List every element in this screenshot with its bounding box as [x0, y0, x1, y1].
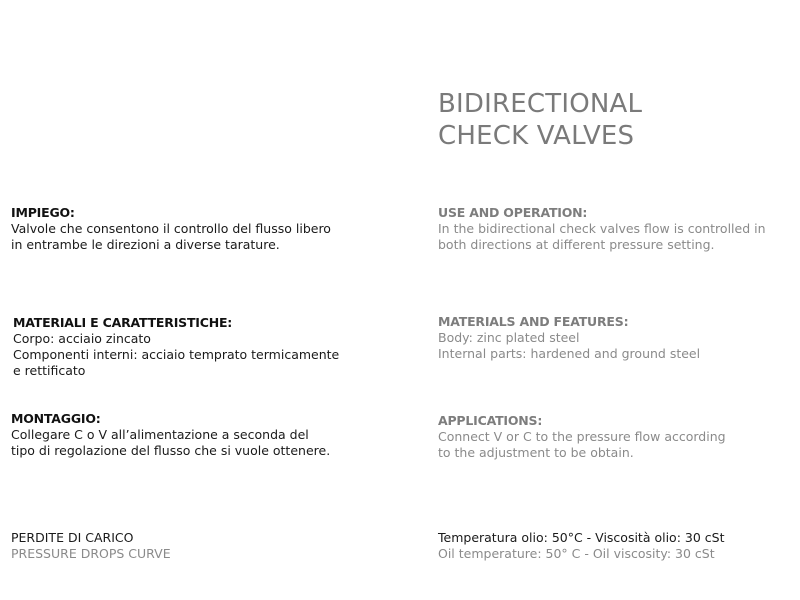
- materials-line: Internal parts: hardened and ground steel: [438, 346, 701, 361]
- applications-section: [438, 413, 778, 461]
- applications-line: Connect V or C to the pressure flow according: [438, 429, 726, 444]
- impiego-section: [11, 205, 351, 253]
- perdite-label-it: PERDITE DI CARICO: [11, 530, 134, 545]
- materials-heading: MATERIALS AND FEATURES:: [438, 314, 629, 329]
- title-line-2: CHECK VALVES: [438, 121, 635, 151]
- impiego-line: in entrambe le direzioni a diverse tarature.: [11, 237, 280, 252]
- materiali-line: Componenti interni: acciaio temprato termicamente: [13, 347, 340, 362]
- montaggio-line: Collegare C o V all’alimentazione a seconda del: [11, 427, 309, 442]
- montaggio-heading: MONTAGGIO:: [11, 411, 101, 426]
- applications-heading: APPLICATIONS:: [438, 413, 543, 428]
- montaggio-section: [11, 411, 351, 459]
- title-line-1: BIDIRECTIONAL: [438, 89, 643, 119]
- use-operation-line: both directions at different pressure setting.: [438, 237, 715, 252]
- page-title: [438, 88, 642, 152]
- impiego-line: Valvole che consentono il controllo del flusso libero: [11, 221, 331, 236]
- perdite-section: [11, 530, 351, 562]
- montaggio-line: tipo di regolazione del flusso che si vuole ottenere.: [11, 443, 331, 458]
- use-operation-heading: USE AND OPERATION:: [438, 205, 588, 220]
- perdite-label-en: PRESSURE DROPS CURVE: [11, 546, 171, 561]
- materiali-line: e rettificato: [13, 363, 86, 378]
- temperatura-section: [438, 530, 778, 562]
- applications-line: to the adjustment to be obtain.: [438, 445, 634, 460]
- use-operation-section: [438, 205, 778, 253]
- temperatura-label-en: Oil temperature: 50° C - Oil viscosity: 30 cSt: [438, 546, 715, 561]
- materials-line: Body: zinc plated steel: [438, 330, 580, 345]
- materiali-heading: MATERIALI E CARATTERISTICHE:: [13, 315, 233, 330]
- materials-section: [438, 314, 778, 362]
- materiali-section: [13, 315, 353, 379]
- use-operation-line: In the bidirectional check valves flow is controlled in: [438, 221, 766, 236]
- temperatura-label-it: Temperatura olio: 50°C - Viscosità olio: 30 cSt: [438, 530, 725, 545]
- impiego-heading: IMPIEGO:: [11, 205, 75, 220]
- materiali-line: Corpo: acciaio zincato: [13, 331, 151, 346]
